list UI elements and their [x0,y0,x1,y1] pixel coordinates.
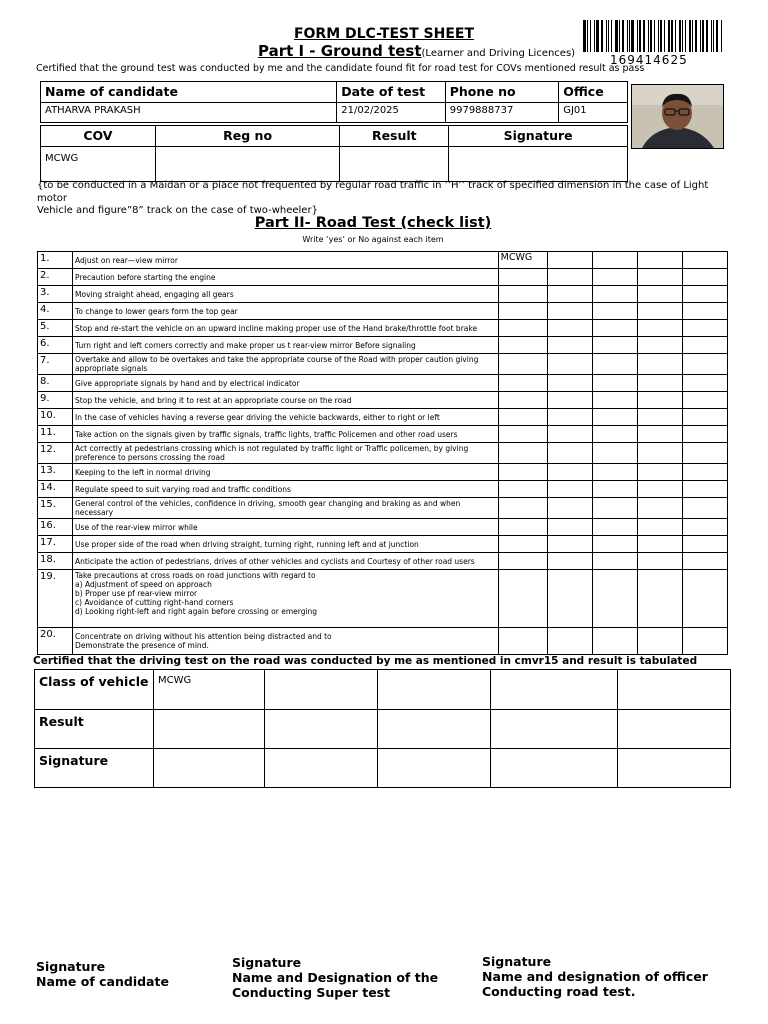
checklist-cell[interactable] [682,354,727,375]
checklist-cell[interactable] [498,392,547,409]
checklist-number: 15. [38,498,73,519]
barcode-bar [668,20,671,52]
checklist-number: 14. [38,481,73,498]
barcode-bar [664,20,665,52]
checklist-cell[interactable] [498,498,547,519]
barcode-bar [658,20,659,52]
candidate-name: ATHARVA PRAKASH [41,103,337,123]
barcode-bar [654,20,655,52]
checklist-cell[interactable] [682,519,727,536]
checklist-cell[interactable] [682,570,727,628]
barcode-bar [596,20,599,52]
checklist-cell[interactable] [637,252,682,269]
checklist-cell[interactable] [637,536,682,553]
checklist-cell[interactable] [637,286,682,303]
barcode-bar [692,20,693,52]
road-test-table [34,669,731,788]
checklist-row [38,320,728,337]
super-test-signature-block: Signature Name and Designation of the Conducting Super test [232,955,439,1000]
barcode-bar [643,20,645,52]
checklist-cell[interactable] [682,409,727,426]
checklist-cell[interactable] [682,464,727,481]
checklist-cell[interactable] [637,375,682,392]
checklist-cell[interactable] [498,354,547,375]
form-title: FORM DLC-TEST SHEET [293,26,475,42]
checklist-cell[interactable] [637,426,682,443]
checklist-row [38,269,728,286]
barcode-bar [608,20,609,52]
checklist-row [38,409,728,426]
ground-test-certificate: Certified that the ground test was conducted by me and the candidate found fit for road test for COVs mentioned result as pass [36,63,645,74]
checklist-number: 6. [38,337,73,354]
checklist-cell[interactable] [498,320,547,337]
checklist-cell[interactable] [592,392,637,409]
test-date: 21/02/2025 [337,103,445,123]
checklist-cell[interactable] [498,519,547,536]
checklist-cell[interactable] [498,286,547,303]
checklist-row [38,481,728,498]
checklist-cell[interactable] [498,628,547,655]
checklist-row [38,536,728,553]
office-header: Office [559,82,628,103]
checklist-item: Adjust on rear—view mirror [73,252,499,269]
checklist-cell[interactable] [592,337,637,354]
checklist-item: Concentrate on driving without his attention being distracted and to Demonstrate the presence of mind. [73,628,499,655]
barcode-bar [619,20,620,52]
checklist-row [38,252,728,269]
cov-value: MCWG [41,147,156,182]
checklist-cell[interactable] [682,481,727,498]
checklist-cell[interactable] [498,269,547,286]
barcode-bar [631,20,634,52]
checklist-item: Give appropriate signals by hand and by electrical indicator [73,375,499,392]
checklist-cell[interactable] [547,354,592,375]
checklist-cell[interactable] [637,481,682,498]
phone-number: 9979888737 [445,103,558,123]
barcode-bar [675,20,676,52]
result-label: Result [35,710,154,749]
barcode-bar [721,20,722,52]
checklist-cell[interactable] [682,426,727,443]
barcode-bar [601,20,603,52]
barcode-bar [671,20,673,52]
checklist-cell[interactable] [592,426,637,443]
barcode-bar [702,20,704,52]
checklist-cell[interactable] [547,553,592,570]
barcode-bar [706,20,709,52]
checklist-number: 8. [38,375,73,392]
checklist-cell[interactable] [547,337,592,354]
checklist-cell[interactable] [592,375,637,392]
checklist-cell[interactable] [547,536,592,553]
checklist-cell[interactable] [592,481,637,498]
checklist-row [38,628,728,655]
checklist-cell[interactable] [637,464,682,481]
barcode-bar [660,20,662,52]
checklist-item: Take action on the signals given by traffic signals, traffic lights, traffic Policemen and other road users [73,426,499,443]
checklist-cell[interactable] [637,553,682,570]
checklist-item: In the case of vehicles having a reverse gear driving the vehicle backwards, either to right or left [73,409,499,426]
checklist-cell[interactable] [592,286,637,303]
officer-signature-block: Signature Name and designation of officer Conducting road test. [482,954,708,999]
class-value: MCWG [154,670,265,710]
barcode-bar [650,20,653,52]
barcode-bar [583,20,586,52]
checklist-cell[interactable] [547,498,592,519]
result-header: Result [340,126,449,147]
barcode-bar [587,20,588,52]
checklist-item: Use of the rear-view mirror while [73,519,499,536]
candidate-signature-block: Signature Name of candidate [36,959,169,989]
part2-subtitle: Write ‘yes’ or No against each item [302,235,444,244]
barcode-bar [685,20,686,52]
checklist-item: Keeping to the left in normal driving [73,464,499,481]
checklist-row [38,286,728,303]
barcode-bar [629,20,630,52]
checklist-cell[interactable] [498,553,547,570]
checklist-row [38,426,728,443]
checklist-number: 5. [38,320,73,337]
date-header: Date of test [337,82,445,103]
checklist-number: 13. [38,464,73,481]
checklist-cell[interactable] [592,498,637,519]
barcode-bar [695,20,697,52]
checklist-number: 11. [38,426,73,443]
checklist-cell[interactable] [682,337,727,354]
checklist-cell[interactable] [682,303,727,320]
road-test-certificate: Certified that the driving test on the road was conducted by me as mentioned in cmvr15 and result is tabulated [33,655,698,667]
barcode-number: 169414625 [610,53,688,67]
checklist-cell[interactable] [498,337,547,354]
checklist-cell[interactable] [547,426,592,443]
cov-table [40,125,628,182]
barcode-bar [627,20,628,52]
cov-header: COV [41,126,156,147]
checklist-cell[interactable] [592,553,637,570]
checklist-item: General control of the vehicles, confidence in driving, smooth gear changing and braking as and when necessary [73,498,499,519]
checklist-number: 10. [38,409,73,426]
reg-header: Reg no [155,126,340,147]
checklist-number: 12. [38,443,73,464]
checklist-cell[interactable] [637,337,682,354]
checklist-cell[interactable] [547,320,592,337]
checklist-cell[interactable] [637,628,682,655]
checklist-row [38,519,728,536]
checklist-cell[interactable] [547,570,592,628]
part2-title: Part II- Road Test (check list) [254,215,492,231]
checklist-cell[interactable] [592,320,637,337]
barcode-bar [689,20,692,52]
checklist-row [38,443,728,464]
signature-label: Signature [35,749,154,788]
barcode [583,20,723,52]
checklist-cell[interactable] [637,392,682,409]
checklist-cell[interactable] [498,426,547,443]
office-code: GJ01 [559,103,628,123]
checklist-row [38,464,728,481]
checklist-cell[interactable] [547,481,592,498]
barcode-bar [606,20,607,52]
checklist-cell[interactable] [682,498,727,519]
checklist-row [38,375,728,392]
result-value [340,147,449,182]
checklist-item: Stop the vehicle, and bring it to rest at an appropriate course on the road [73,392,499,409]
barcode-bar [713,20,714,52]
checklist-number: 16. [38,519,73,536]
ground-test-note: {to be conducted in a Maidan or a place not frequented by regular road traffic in ’’H’’ track of specified dimension in the case of Light motor Vehicle and figure”8” track on the case of two-wheeler} [37,180,709,216]
checklist-cov-label: MCWG [498,252,547,269]
checklist-number: 2. [38,269,73,286]
checklist-cell[interactable] [682,320,727,337]
checklist-number: 17. [38,536,73,553]
checklist-cell[interactable] [547,409,592,426]
checklist-cell[interactable] [547,443,592,464]
checklist-cell[interactable] [637,443,682,464]
checklist-cell[interactable] [682,628,727,655]
checklist-cell[interactable] [498,464,547,481]
checklist-cell[interactable] [498,375,547,392]
checklist-cell[interactable] [637,498,682,519]
checklist-cell[interactable] [592,252,637,269]
checklist-row [38,553,728,570]
checklist-cell[interactable] [547,286,592,303]
checklist-cell[interactable] [682,375,727,392]
checklist-number: 4. [38,303,73,320]
checklist-cell[interactable] [637,303,682,320]
checklist-row [38,498,728,519]
checklist-number: 7. [38,354,73,375]
checklist-item: Regulate speed to suit varying road and traffic conditions [73,481,499,498]
checklist-cell[interactable] [547,464,592,481]
checklist-cell[interactable] [547,303,592,320]
barcode-bar [700,20,701,52]
barcode-bar [679,20,681,52]
checklist-item: Anticipate the action of pedestrians, drives of other vehicles and cyclists and Courtesy of other road users [73,553,499,570]
checklist-cell[interactable] [547,269,592,286]
signature-header: Signature [449,126,628,147]
checklist-cell[interactable] [592,464,637,481]
barcode-bar [590,20,592,52]
barcode-bar [648,20,649,52]
checklist-cell[interactable] [682,269,727,286]
checklist-cell[interactable] [498,303,547,320]
checklist-cell[interactable] [637,354,682,375]
checklist-cell[interactable] [637,519,682,536]
barcode-bar [615,20,618,52]
checklist-cell[interactable] [592,303,637,320]
checklist-row [38,392,728,409]
checklist-cell[interactable] [637,570,682,628]
checklist-cell[interactable] [498,409,547,426]
checklist-cell[interactable] [592,409,637,426]
checklist-number: 3. [38,286,73,303]
checklist-row [38,337,728,354]
checklist-number: 9. [38,392,73,409]
checklist-cell[interactable] [682,286,727,303]
checklist-cell[interactable] [592,354,637,375]
checklist-number: 1. [38,252,73,269]
checklist-item: Overtake and allow to be overtakes and take the appropriate course of the Road with proper caution giving appropriate signals [73,354,499,375]
checklist-item: Stop and re-start the vehicle on an upward incline making proper use of the Hand brake/throttle foot brake [73,320,499,337]
barcode-bar [716,20,718,52]
barcode-bar [682,20,683,52]
checklist-cell[interactable] [498,443,547,464]
checklist-cell[interactable] [592,536,637,553]
checklist-item: Turn right and left corners correctly and make proper us t rear-view mirror Before signaling [73,337,499,354]
checklist-cell[interactable] [592,269,637,286]
checklist-cell[interactable] [682,553,727,570]
phone-header: Phone no [445,82,558,103]
barcode-bar [711,20,712,52]
checklist-cell[interactable] [547,519,592,536]
checklist-item: Take precautions at cross roads on road junctions with regard to a) Adjustment of speed on approach b) Proper use pf rear-view mirror c) Avoidance of cutting right-hand corners d) Looking right-left and right again before crossing or emerging [73,570,499,628]
checklist-cell[interactable] [498,536,547,553]
barcode-bar [611,20,613,52]
checklist-row [38,570,728,628]
checklist-cell[interactable] [592,519,637,536]
checklist-cell[interactable] [682,392,727,409]
barcode-bar [622,20,624,52]
checklist-item: Moving straight ahead, engaging all gears [73,286,499,303]
part1-title: Part I - Ground test(Learner and Driving Licences) [258,42,576,60]
checklist-row [38,354,728,375]
checklist-cell[interactable] [547,392,592,409]
checklist-table [37,251,728,655]
checklist-cell[interactable] [547,628,592,655]
checklist-cell[interactable] [682,252,727,269]
checklist-cell[interactable] [498,481,547,498]
checklist-cell[interactable] [498,570,547,628]
checklist-cell[interactable] [592,443,637,464]
checklist-cell[interactable] [547,375,592,392]
checklist-row [38,303,728,320]
reg-value [155,147,340,182]
candidate-photo [631,84,724,149]
barcode-bar [639,20,641,52]
checklist-item: To change to lower gears form the top gear [73,303,499,320]
checklist-cell[interactable] [547,252,592,269]
signature-value [449,147,628,182]
checklist-number: 20. [38,628,73,655]
checklist-cell[interactable] [637,269,682,286]
checklist-cell[interactable] [592,628,637,655]
checklist-cell[interactable] [682,536,727,553]
checklist-cell[interactable] [637,409,682,426]
checklist-number: 19. [38,570,73,628]
checklist-cell[interactable] [682,443,727,464]
candidate-table [40,81,628,123]
checklist-cell[interactable] [637,320,682,337]
barcode-bar [594,20,595,52]
name-header: Name of candidate [41,82,337,103]
checklist-item: Act correctly at pedestrians crossing which is not regulated by traffic light or Traffic policemen, by giving preference to persons crossing the road [73,443,499,464]
checklist-item: Use proper side of the road when driving straight, turning right, running left and at junction [73,536,499,553]
class-label: Class of vehicle [35,670,154,710]
checklist-item: Precaution before starting the engine [73,269,499,286]
barcode-bar [637,20,638,52]
checklist-number: 18. [38,553,73,570]
checklist-cell[interactable] [592,570,637,628]
